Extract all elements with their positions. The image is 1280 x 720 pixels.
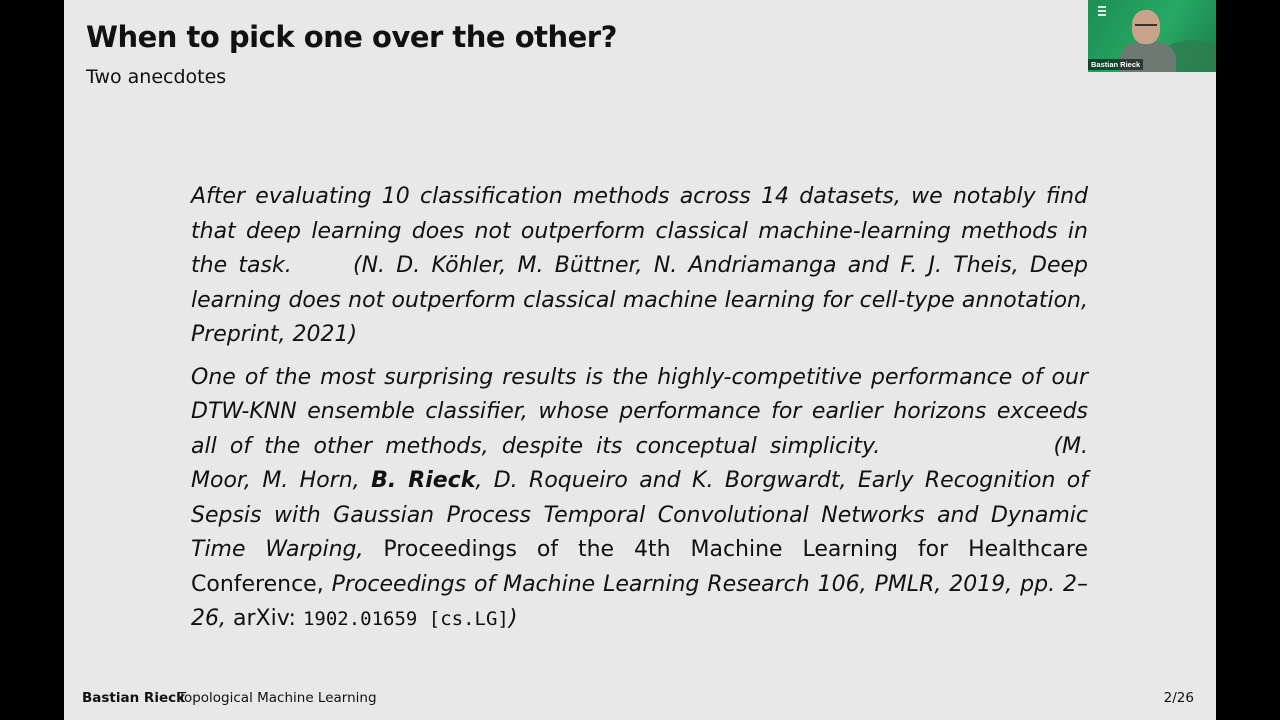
slide (64, 0, 1216, 720)
slide-title: When to pick one over the other? (86, 20, 617, 54)
footer-author: Bastian Rieck (82, 690, 186, 706)
quote-1 (191, 180, 1088, 353)
quote-2-citation-title: , D. Roqueiro and K. Borgwardt, Early Recognition of Sepsis with Gaussian Process Temporal Convolutional Networks and Dynamic Time Warping, (191, 468, 1088, 562)
webcam-overlay (1088, 0, 1216, 72)
webcam-name-tag: Bastian Rieck (1088, 59, 1143, 70)
quotes-block (191, 180, 1088, 645)
slide-subtitle: Two anecdotes (86, 66, 227, 88)
quote-1-text: After evaluating 10 classification methods across 14 datasets, we notably find that deep learning does not outperform classical machine-learning methods in the task. (191, 184, 1088, 278)
quote-2-arxiv-id: 1902.01659 [cs.LG] (302, 608, 509, 630)
footer-page-number: 2/26 (1163, 690, 1194, 706)
presenter-glasses (1135, 24, 1157, 31)
footer-course: Topological Machine Learning (178, 690, 377, 706)
quote-2-citation-author-bold: B. Rieck (371, 468, 476, 493)
quote-2-arxiv-label: arXiv: (233, 606, 296, 631)
quote-1-citation: (N. D. Köhler, M. Büttner, N. Andriamanga and F. J. Theis, Deep learning does not outperform classical machine learning for cell-type annotation, Preprint, 2021) (191, 253, 1088, 347)
quote-2 (191, 361, 1088, 637)
quote-2-text: One of the most surprising results is the highly-competitive performance of our DTW-KNN ensemble classifier, whose performance for earlier horizons exceeds all of the other methods, despite its conceptual simplicity. (191, 364, 1088, 459)
slide-footer (82, 690, 1194, 710)
institution-logo-icon (1098, 4, 1106, 16)
quote-2-citation-series: Proceedings of Machine Learning Research 106, PMLR, 2019, pp. 2–26, (191, 571, 1088, 631)
quote-2-citation-open: (M. Moor, M. Horn, (191, 433, 1088, 493)
quote-2-citation-venue: Proceedings of the 4th Machine Learning for Healthcare Conference, (191, 537, 1088, 597)
quote-2-citation-close: ) (508, 606, 518, 631)
